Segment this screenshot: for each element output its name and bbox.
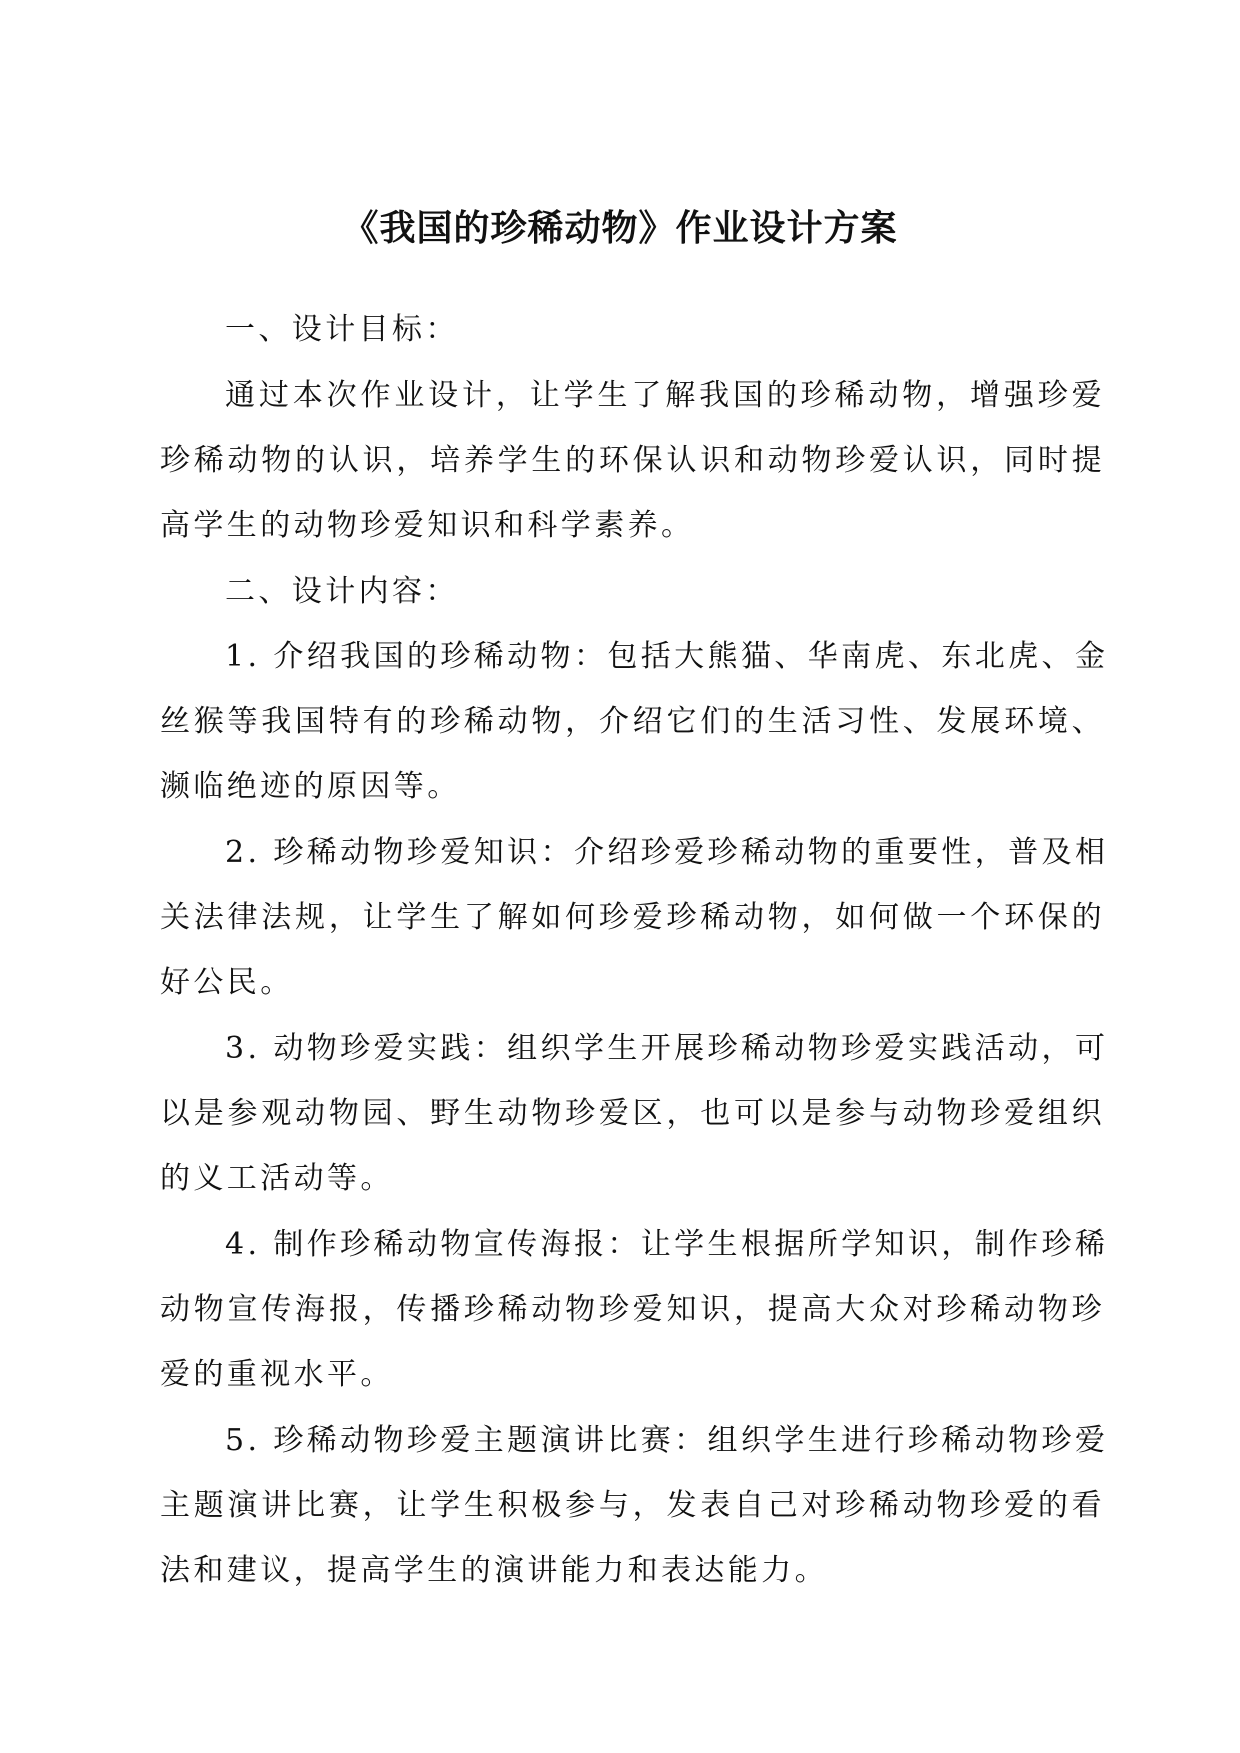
- list-item-2-line: 关法律法规，让学生了解如何珍爱珍稀动物，如何做一个环保的: [160, 900, 1105, 935]
- list-item-1-line: 濒临绝迹的原因等。: [160, 769, 461, 804]
- list-item-5-line: 法和建议，提高学生的演讲能力和表达能力。: [160, 1553, 828, 1588]
- list-item-4-line: 4. 制作珍稀动物宣传海报：让学生根据所学知识，制作珍稀: [225, 1227, 1109, 1262]
- list-item-1-line: 1. 介绍我国的珍稀动物：包括大熊猫、华南虎、东北虎、金: [225, 639, 1109, 674]
- section-heading-content: 二、设计内容：: [225, 574, 459, 609]
- paragraph-line: 珍稀动物的认识，培养学生的环保认识和动物珍爱认识，同时提: [160, 443, 1105, 478]
- document-title: 《我国的珍稀动物》作业设计方案: [342, 208, 898, 249]
- paragraph-line: 高学生的动物珍爱知识和科学素养。: [160, 508, 695, 543]
- list-item-5-line: 主题演讲比赛，让学生积极参与，发表自己对珍稀动物珍爱的看: [160, 1488, 1105, 1523]
- list-item-2-line: 好公民。: [160, 965, 294, 1000]
- section-heading-goals: 一、设计目标：: [225, 312, 459, 347]
- list-item-3-line: 3. 动物珍爱实践：组织学生开展珍稀动物珍爱实践活动，可: [225, 1031, 1109, 1066]
- list-item-2-line: 2. 珍稀动物珍爱知识：介绍珍爱珍稀动物的重要性，普及相: [225, 835, 1109, 870]
- list-item-1-line: 丝猴等我国特有的珍稀动物，介绍它们的生活习性、发展环境、: [160, 704, 1105, 739]
- list-item-4-line: 爱的重视水平。: [160, 1357, 394, 1392]
- list-item-3-line: 以是参观动物园、野生动物珍爱区，也可以是参与动物珍爱组织: [160, 1096, 1105, 1131]
- list-item-4-line: 动物宣传海报，传播珍稀动物珍爱知识，提高大众对珍稀动物珍: [160, 1292, 1105, 1327]
- paragraph-line: 通过本次作业设计，让学生了解我国的珍稀动物，增强珍爱: [225, 378, 1105, 413]
- list-item-3-line: 的义工活动等。: [160, 1161, 394, 1196]
- list-item-5-line: 5. 珍稀动物珍爱主题演讲比赛：组织学生进行珍稀动物珍爱: [225, 1423, 1109, 1458]
